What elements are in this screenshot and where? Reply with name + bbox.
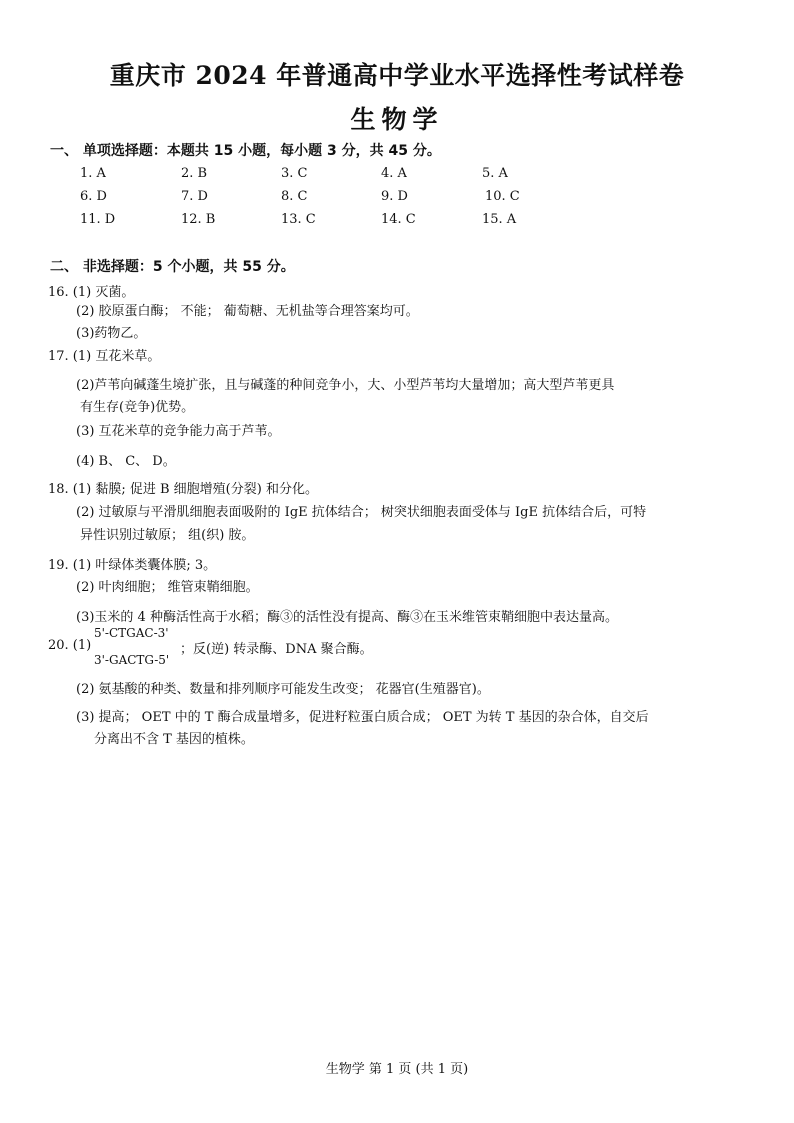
q18-line2b: 异性识别过敏原； 组(织) 胺。 <box>80 528 255 543</box>
page-subtitle: 生物学 <box>350 105 444 134</box>
q20-line2: (2) 氨基酸的种类、数量和排列顺序可能发生改变； 花器官(生殖器官)。 <box>76 682 490 697</box>
answer-8: 8. C <box>281 189 308 204</box>
section1-heading: 一、 单项选择题：本题共 15 小题，每小题 3 分，共 45 分。 <box>50 143 441 159</box>
answer-2: 2. B <box>181 166 208 181</box>
q20-line1-rest: ；反(逆) 转录酶、DNA 聚合酶。 <box>180 642 373 657</box>
q17-line1: 17. (1) 互花米草。 <box>48 349 161 364</box>
answer-4: 4. A <box>381 166 407 181</box>
answer-14: 14. C <box>381 212 416 227</box>
section2-heading: 二、 非选择题：5 个小题，共 55 分。 <box>50 259 295 275</box>
page-title: 重庆市 2024 年普通高中学业水平选择性考试样卷 <box>109 61 685 90</box>
answer-12: 12. B <box>181 212 216 227</box>
q19-line1: 19. (1) 叶绿体类囊体膜; 3。 <box>48 558 217 573</box>
q17-line4: (4) B、 C、 D。 <box>76 454 176 469</box>
answer-1: 1. A <box>80 166 106 181</box>
q17-line2b: 有生存(竞争)优势。 <box>80 400 195 415</box>
answer-13: 13. C <box>281 212 316 227</box>
q20-line3b: 分离出不含 T 基因的植株。 <box>94 732 254 747</box>
answer-10: 10. C <box>485 189 520 204</box>
q17-line2: (2)芦苇向碱蓬生境扩张，且与碱蓬的种间竞争小，大、小型芦苇均大量增加；高大型芦苇更具 <box>76 378 615 393</box>
answer-6: 6. D <box>80 189 107 204</box>
answer-7: 7. D <box>181 189 208 204</box>
q20-line3: (3) 提高； OET 中的 T 酶合成量增多，促进籽粒蛋白质合成； OET 为转 T 基因的杂合体，自交后 <box>76 710 649 725</box>
q18-line2: (2) 过敏原与平滑肌细胞表面吸附的 IgE 抗体结合； 树突状细胞表面受体与 IgE 抗体结合后，可特 <box>76 505 647 520</box>
q16-line2: (2) 胶原蛋白酶； 不能； 葡萄糖、无机盐等合理答案均可。 <box>76 304 419 319</box>
q19-line3: (3)玉米的 4 种酶活性高于水稻；酶③的活性没有提高、酶③在玉米维管束鞘细胞中表达量高。 <box>76 610 618 625</box>
answer-11: 11. D <box>80 212 116 227</box>
page-footer: 生物学 第 1 页 (共 1 页) <box>325 1062 469 1077</box>
answer-9: 9. D <box>381 189 408 204</box>
q18-line1: 18. (1) 黏膜; 促进 B 细胞增殖(分裂) 和分化。 <box>48 482 318 497</box>
dna-seq-bottom: 3'-GACTG-5' <box>94 653 170 667</box>
q17-line3: (3) 互花米草的竞争能力高于芦苇。 <box>76 424 281 439</box>
q16-line1: 16. (1) 灭菌。 <box>48 285 135 300</box>
answer-3: 3. C <box>281 166 308 181</box>
q20-label: 20. (1) <box>48 638 92 653</box>
answer-5: 5. A <box>482 166 508 181</box>
q19-line2: (2) 叶肉细胞； 维管束鞘细胞。 <box>76 580 259 595</box>
answer-15: 15. A <box>482 212 517 227</box>
q16-line3: (3)药物乙。 <box>76 326 147 341</box>
dna-seq-top: 5'-CTGAC-3' <box>94 626 169 640</box>
